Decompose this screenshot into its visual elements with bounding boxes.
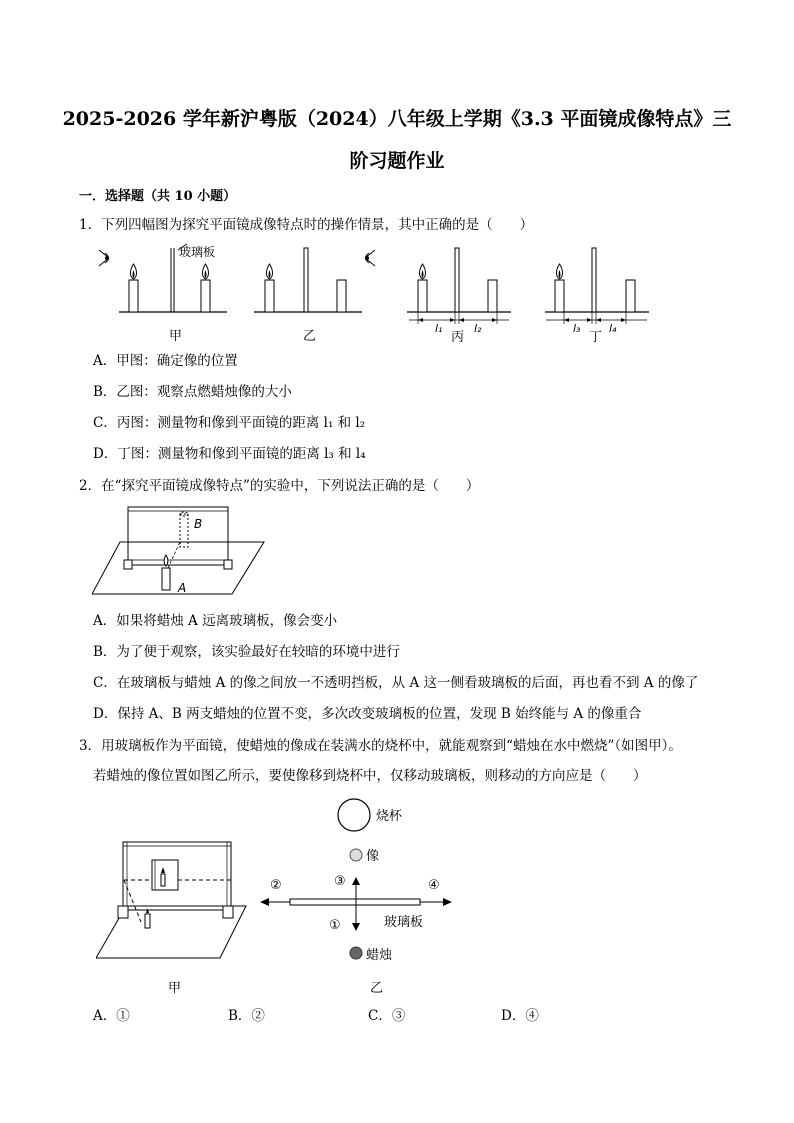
title-line2: 阶习题作业 (349, 150, 445, 172)
q3-stem-line2: 若蜡烛的像位置如图乙所示，要使像移到烧杯中，仅移动玻璃板，则移动的方向应是（ ） (93, 768, 647, 784)
q3-figure-yi (256, 795, 466, 995)
q3-label-yi: 乙 (370, 981, 384, 995)
q1-label-jia: 甲 (169, 329, 183, 344)
q3-figure-jia (96, 838, 261, 998)
q3-label-image: 像 (366, 849, 380, 864)
q2-option-c[interactable]: C．在玻璃板与蜡烛 A 的像之间放一不透明挡板，从 A 这一侧看玻璃板的后面，再也看不到 A 的像了 (93, 675, 699, 691)
q1-label-l2: l₂ (474, 322, 482, 335)
q3-stem-line1: 3．用玻璃板作为平面镜，使蜡烛的像成在装满水的烧杯中，就能观察到“蜡烛在水中燃烧”（如图甲）。 (79, 738, 682, 754)
q1-label-l3: l₃ (573, 322, 581, 335)
q1-label-l4: l₄ (609, 322, 617, 335)
section-heading: 一．选择题（共 10 小题） (79, 189, 237, 204)
q1-option-c[interactable]: C．丙图：测量物和像到平面镜的距离 l₁ 和 l₂ (93, 415, 366, 431)
q3-label-glass: 玻璃板 (384, 915, 424, 930)
q1-glass-label: 玻璃板 (179, 245, 216, 259)
q2-option-d[interactable]: D．保持 A、B 两支蜡烛的位置不变，多次改变玻璃板的位置，发现 B 始终能与 A 的像重合 (93, 706, 642, 722)
q1-label-yi: 乙 (303, 329, 317, 344)
q1-fig-ding (545, 248, 649, 345)
q3-option-d[interactable]: D．④ (501, 1008, 539, 1024)
q3-option-c[interactable]: C．③ (368, 1008, 406, 1024)
q1-fig-jia (99, 244, 227, 344)
q3-label-candle: 蜡烛 (366, 948, 393, 963)
q3-label-c2: ② (270, 878, 282, 893)
q1-fig-bing (407, 248, 511, 345)
q3-label-c1: ① (329, 918, 341, 933)
q2-option-b[interactable]: B．为了便于观察，该实验最好在较暗的环境中进行 (93, 644, 400, 660)
q2-label-b: B (194, 517, 203, 531)
q1-stem: 1．下列四幅图为探究平面镜成像特点时的操作情景，其中正确的是（ ） (79, 217, 534, 233)
q1-option-b[interactable]: B．乙图：观察点燃蜡烛像的大小 (93, 384, 292, 400)
q3-option-a[interactable]: A．① (93, 1008, 130, 1024)
q1-option-d[interactable]: D．丁图：测量物和像到平面镜的距离 l₃ 和 l₄ (93, 446, 366, 462)
q1-option-a[interactable]: A．甲图：确定像的位置 (93, 353, 238, 369)
q2-option-a[interactable]: A．如果将蜡烛 A 远离玻璃板，像会变小 (93, 613, 338, 629)
q1-figure (79, 240, 659, 346)
q2-stem: 2．在“探究平面镜成像特点”的实验中，下列说法正确的是（ ） (79, 478, 480, 494)
q2-label-a: A (178, 581, 187, 595)
q1-label-l1: l₁ (435, 322, 443, 335)
title-line1: 2025-2026 学年新沪粤版（2024）八年级上学期《3.3 平面镜成像特点》三 (62, 108, 732, 130)
q3-label-beaker: 烧杯 (376, 809, 403, 824)
q1-label-ding: 丁 (589, 330, 603, 345)
q3-label-c3: ③ (334, 874, 346, 889)
q3-label-c4: ④ (428, 878, 440, 893)
q3-option-b[interactable]: B．② (228, 1008, 265, 1024)
q1-label-bing: 丙 (451, 330, 465, 345)
q1-fig-yi (254, 248, 375, 344)
q3-label-jia: 甲 (168, 981, 182, 996)
q2-figure (92, 502, 267, 600)
